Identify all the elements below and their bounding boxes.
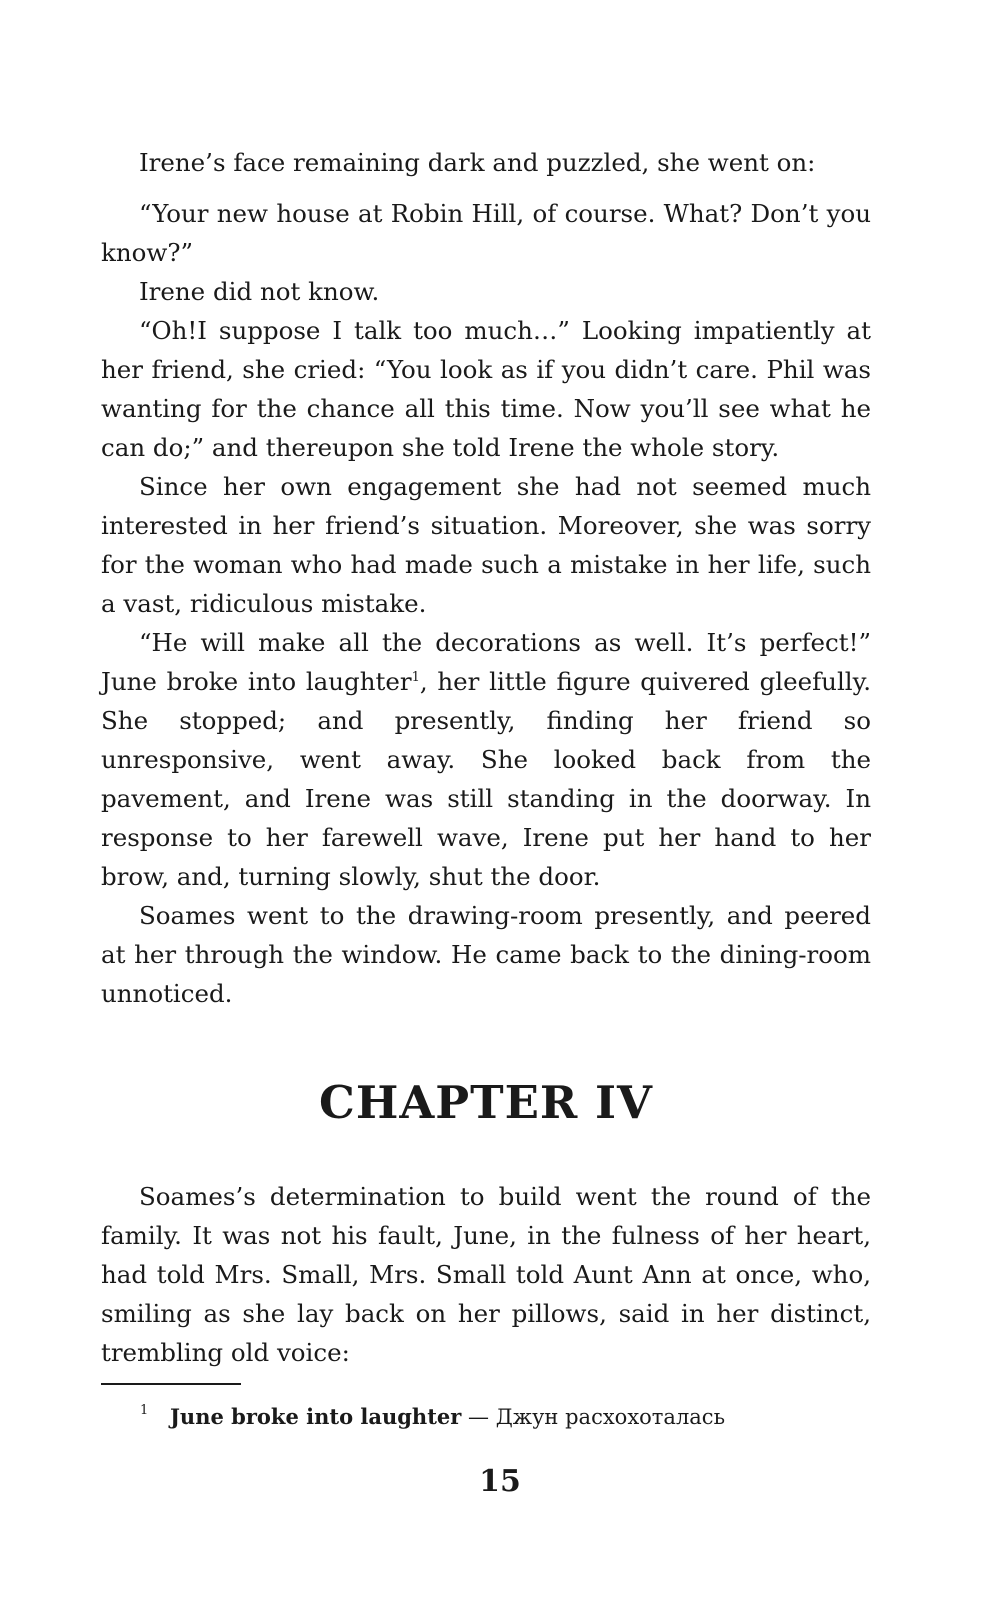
paragraph-talk-too-much: “Oh!I suppose I talk too much…” Looking impatiently at her friend, she cried: “You look as if you didn’t care. Phil was wanting for the chance all this time. Now you’ll see what he can do;” and thereupon she told Irene the whole story. [101,316,871,462]
footnote-translation: Джун расхохоталась [495,1405,725,1429]
paragraph-june-laughter [101,623,871,896]
footnote-reference-mark[interactable]: 1 [411,669,420,685]
footnote [140,1402,871,1432]
footnote-body [170,1402,871,1432]
paragraph-soames-drawing-room: Soames went to the drawing-room presently, and peered at her through the window. He came back to the dining-room unnoticed. [101,901,871,1008]
footnote-dash: — [461,1405,496,1429]
paragraph-engagement: Since her own engagement she had not seemed much interested in her friend’s situation. Moreover, she was sorry for the woman who had made such a mistake in her life, such a vast, ridiculous mistake. [101,472,871,618]
footnote-divider [101,1383,241,1385]
june-paragraph-end: , her little figure quivered gleefully. She stopped; and presently, finding her friend so unresponsive, went away. She looked back from the pavement, and Irene was still standing in the doorway. In response to her farewell wave, Irene put her hand to her brow, and, turning slowly, shut the door. [101,667,871,891]
paragraph-determination: Soames’s determination to build went the round of the family. It was not his fault, June, in the fulness of her heart, had told Mrs. Small, Mrs. Small told Aunt Ann at once, who, smiling as she lay back on her pillows, said in her distinct, trembling old voice: [101,1182,871,1367]
chapter-heading: CHAPTER IV [319,1076,653,1129]
footnote-term: June broke into laughter [170,1404,462,1429]
page-number: 15 [479,1464,521,1499]
page-body [101,143,871,1372]
june-paragraph-start: “He will make all the decorations as well. It’s perfect!” June broke into laughter [101,628,871,696]
paragraph-irene-face: Irene’s face remaining dark and puzzled, she went on: [139,148,816,177]
footnote-mark: 1 [140,1403,149,1418]
paragraph-new-house: “Your new house at Robin Hill, of course. What? Don’t you know?” [101,199,871,267]
paragraph-irene-did-not-know: Irene did not know. [139,277,380,306]
